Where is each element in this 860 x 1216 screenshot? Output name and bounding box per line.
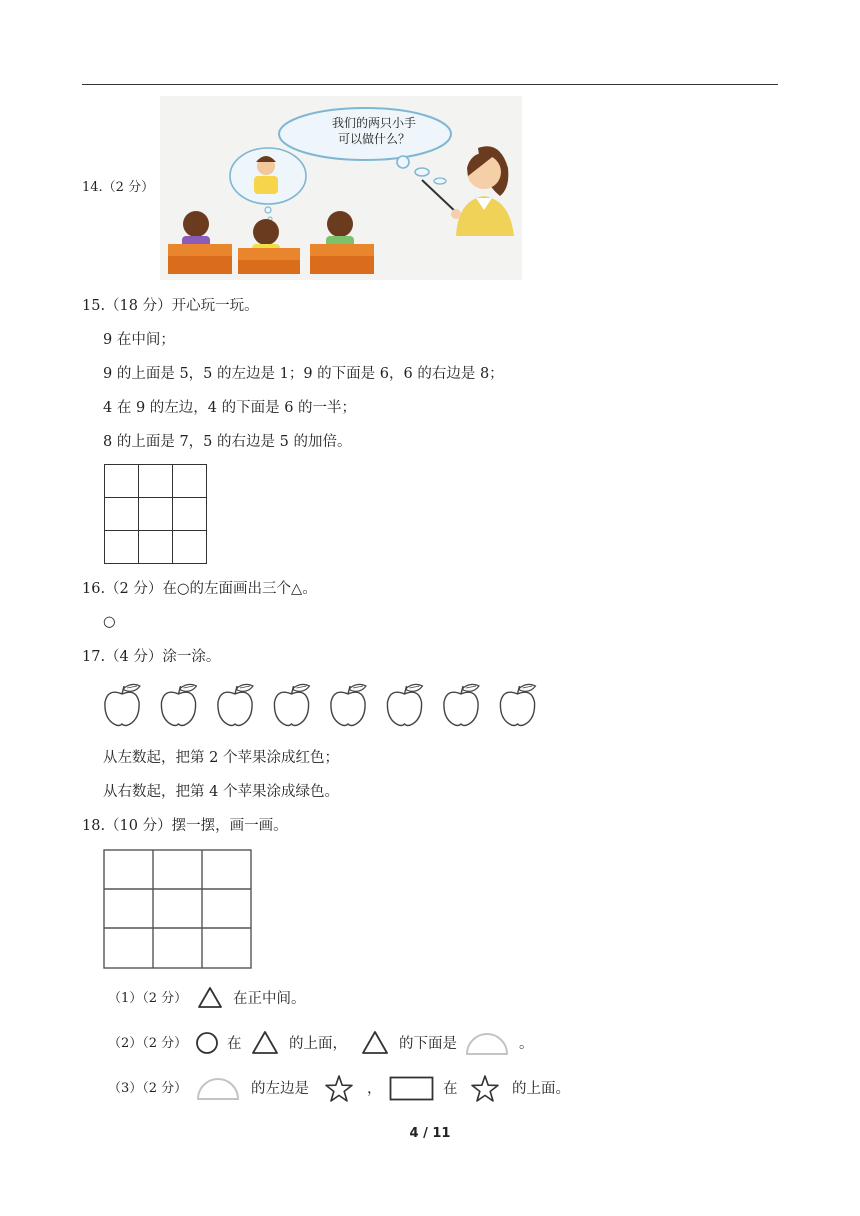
apple-icon[interactable]: [387, 684, 422, 725]
q18-sub1-num: （1）（2 分）: [108, 991, 188, 1006]
star-icon: [470, 1074, 500, 1104]
apple-icon[interactable]: [105, 684, 140, 725]
q16-label: 16.（2 分）在○的左面画出三个△。: [82, 581, 317, 597]
rectangle-icon: [389, 1076, 434, 1102]
q18-sub3-text-1: 的左边是: [251, 1081, 309, 1097]
q18-sub3-text-4: 的上面。: [512, 1081, 570, 1097]
grid-cell[interactable]: [139, 498, 173, 531]
q15-line-2: 9 的上面是 5，5 的左边是 1；9 的下面是 6，6 的右边是 8；: [103, 366, 504, 382]
q18-sub3-text-3: 在: [443, 1081, 458, 1097]
q18-sub3-text-2: ，: [367, 1081, 382, 1097]
q17-label: 17.（4 分）涂一涂。: [82, 649, 221, 665]
apple-row: [100, 682, 550, 728]
q15-label: 15.（18 分）开心玩一玩。: [82, 298, 259, 314]
semicircle-icon: [195, 1075, 241, 1101]
q18-sub2-text-2: 的上面，: [289, 1036, 347, 1052]
q17-line-2: 从右数起，把第 4 个苹果涂成绿色。: [103, 784, 339, 800]
grid-cell[interactable]: [105, 465, 139, 498]
star-icon: [324, 1074, 354, 1104]
semicircle-icon: [464, 1030, 510, 1056]
header-rule: [82, 84, 778, 85]
q14-label: 14.（2 分）: [82, 180, 155, 195]
triangle-icon: [197, 986, 223, 1010]
apple-icon[interactable]: [161, 684, 196, 725]
grid-cell[interactable]: [139, 465, 173, 498]
apple-icon[interactable]: [274, 684, 309, 725]
q17-line-1: 从左数起，把第 2 个苹果涂成红色；: [103, 750, 339, 766]
q18-sub1-text: 在正中间。: [233, 991, 306, 1007]
q18-sub3-num: （3）（2 分）: [108, 1081, 188, 1096]
q18-sub2-text-4: 。: [519, 1036, 534, 1052]
grid-cell[interactable]: [173, 465, 207, 498]
triangle-icon: [361, 1030, 389, 1056]
page-number: 4 / 11: [409, 1126, 451, 1141]
q15-line-1: 9 在中间；: [103, 332, 175, 348]
q18-sub2-num: （2）（2 分）: [108, 1036, 188, 1051]
q15-line-4: 8 的上面是 7，5 的右边是 5 的加倍。: [103, 434, 352, 450]
grid-cell[interactable]: [173, 498, 207, 531]
q18-grid: [103, 849, 253, 970]
apple-icon[interactable]: [444, 684, 479, 725]
q18-label: 18.（10 分）摆一摆，画一画。: [82, 818, 288, 834]
grid-cell[interactable]: [173, 531, 207, 564]
bubble-line-2: 可以做什么？: [338, 132, 411, 146]
q16-circle: ○: [103, 614, 116, 630]
q18-sub2-text-3: 的下面是: [399, 1036, 457, 1052]
q14-illustration: [160, 96, 522, 280]
q15-line-3: 4 在 9 的左边，4 的下面是 6 的一半；: [103, 400, 357, 416]
apple-icon[interactable]: [218, 684, 253, 725]
q18-sub2-text-1: 在: [227, 1036, 242, 1052]
grid-cell[interactable]: [139, 531, 173, 564]
q15-grid: [104, 464, 207, 564]
triangle-icon: [251, 1030, 279, 1056]
apple-icon[interactable]: [331, 684, 366, 725]
circle-icon: [195, 1031, 219, 1055]
grid-cell[interactable]: [105, 498, 139, 531]
grid-cell[interactable]: [105, 531, 139, 564]
bubble-line-1: 我们的两只小手: [332, 116, 417, 130]
apple-icon[interactable]: [500, 684, 535, 725]
